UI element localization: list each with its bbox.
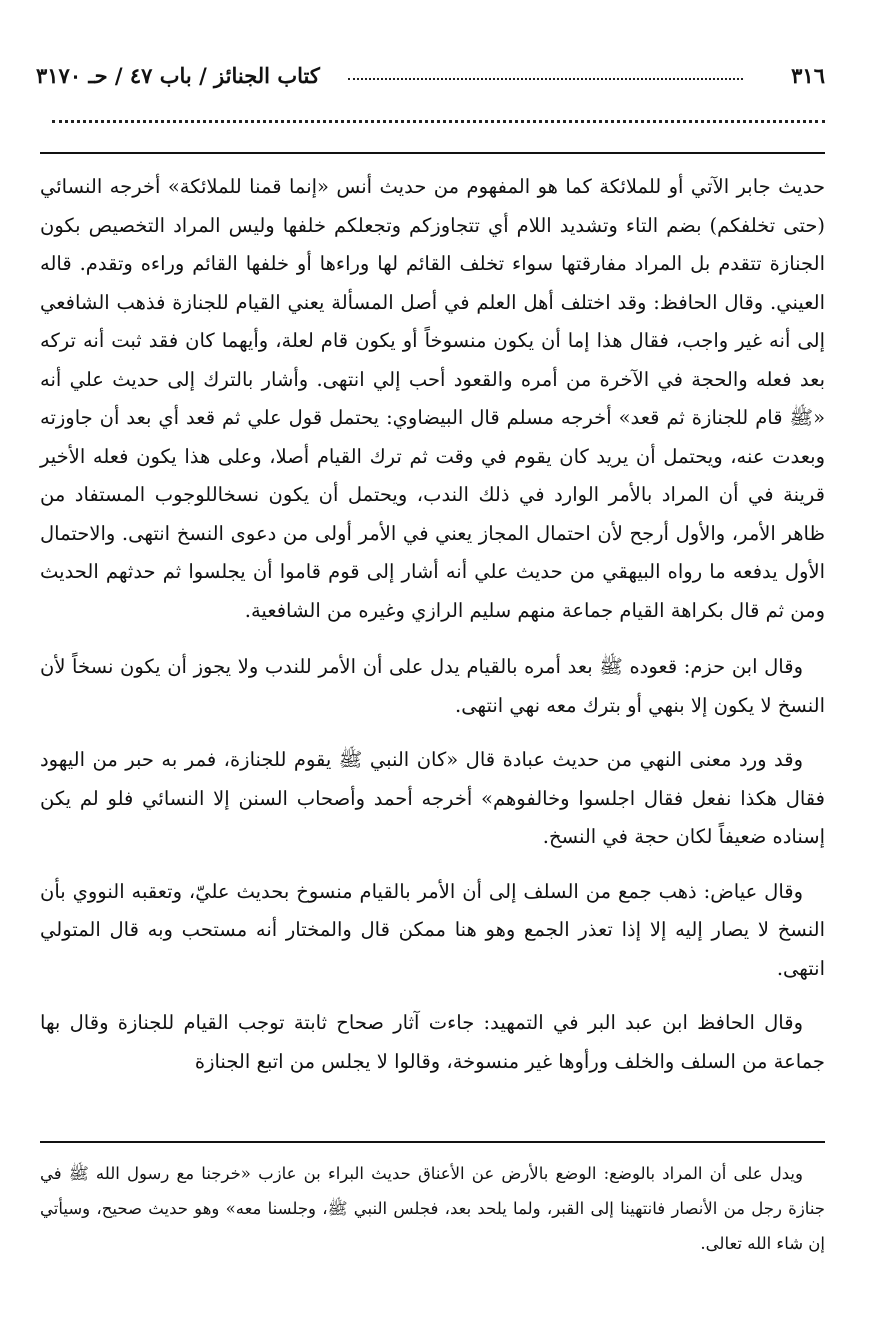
paragraph-5: وقال الحافظ ابن عبد البر في التمهيد: جاءت آثار صحاح ثابتة توجب القيام للجنازة وقال بها جماعة من السلف والخلف ورأوها غير منسوخة، وقالوا لا يجلس من اتبع الجنازة: [40, 1011, 825, 1073]
dotted-separator: [52, 120, 825, 123]
paragraph-4: وقال عياض: ذهب جمع من السلف إلى أن الأمر بالقيام منسوخ بحديث عليّ، وتعقبه النووي بأن النسخ لا يصار إليه إلا إذا تعذر الجمع وهو هنا ممكن قال والمختار أنه مستحب وبه قال المتولي انتهى.: [40, 879, 825, 980]
header-dot-leader: [348, 78, 743, 80]
page-number: ٣١٦: [791, 63, 825, 88]
footnote-rule: [40, 1141, 825, 1143]
paragraph-3: وقد ورد معنى النهي من حديث عبادة قال «كان النبي ﷺ يقوم للجنازة، فمر به حبر من اليهود فقال هكذا نفعل فقال اجلسوا وخالفوهم» أخرجه أحمد وأصحاب السنن إلا النسائي فلو لم يكن إسناده ضعيفاً لكان حجة في النسخ.: [40, 748, 825, 848]
footnote: [40, 1156, 825, 1261]
running-header: [36, 58, 825, 94]
top-rule: [40, 152, 825, 154]
footnote-text: ويدل على أن المراد بالوضع: الوضع بالأرض عن الأعناق حديث البراء بن عازب «خرجنا مع رسول الله ﷺ في جنازة رجل من الأنصار فانتهينا إلى القبر، ولما يلحد بعد، فجلس النبي ﷺ، وجلسنا معه» وهو حديث صحيح، وسيأتي إن شاء الله تعالى.: [40, 1164, 825, 1253]
main-text: [40, 168, 825, 1097]
paragraph-1: حديث جابر الآتي أو للملائكة كما هو المفهوم من حديث أنس «إنما قمنا للملائكة» أخرجه النسائي (حتى تخلفكم) بضم التاء وتشديد اللام أي تتجاوزكم وتجعلكم خلفها وليس المراد التخصيص بكون الجنازة تتقدم بل المراد مفارقتها سواء تخلف القائم لها وراءها أو خلفها القائم وراءه وتقدم. قاله العيني. وقال الحافظ: وقد اختلف أهل العلم في أصل المسألة يعني القيام للجنازة فذهب الشافعي إلى أنه غير واجب، فقال هذا إما أن يكون منسوخاً أو يكون قام لعلة، وأيهما كان فقد ثبت أنه تركه بعد فعله والحجة في الآخرة من أمره والقعود أحب إلي انتهى. وأشار بالترك إلى حديث علي أنه «ﷺ قام للجنازة ثم قعد» أخرجه مسلم قال البيضاوي: يحتمل قول علي ثم قعد أي بعد أن جاوزته وبعدت عنه، ويحتمل أن يريد كان يقوم في وقت ثم ترك القيام أصلا، وعلى هذا يكون فعله الأخير قرينة في أن المراد بالأمر الوارد في ذلك الندب، ويحتمل أن يكون نسخاللوجوب المستفاد من ظاهر الأمر، والأول أرجح لأن احتمال المجاز يعني في الأمر أولى من دعوى النسخ انتهى. والاحتمال الأول يدفعه ما رواه البيهقي من حديث علي أنه أشار إلى قوم قاموا أن يجلسوا ثم حدثهم الحديث ومن ثم قال بكراهة القيام جماعة منهم سليم الرازي وغيره من الشافعية.: [40, 175, 825, 622]
running-title: كتاب الجنائز / باب ٤٧ / حـ ٣١٧٠: [36, 63, 320, 88]
paragraph-2: وقال ابن حزم: قعوده ﷺ بعد أمره بالقيام يدل على أن الأمر للندب ولا يجوز أن يكون نسخاً لأن النسخ لا يكون إلا بنهي أو بترك معه نهي انتهى.: [40, 655, 825, 717]
